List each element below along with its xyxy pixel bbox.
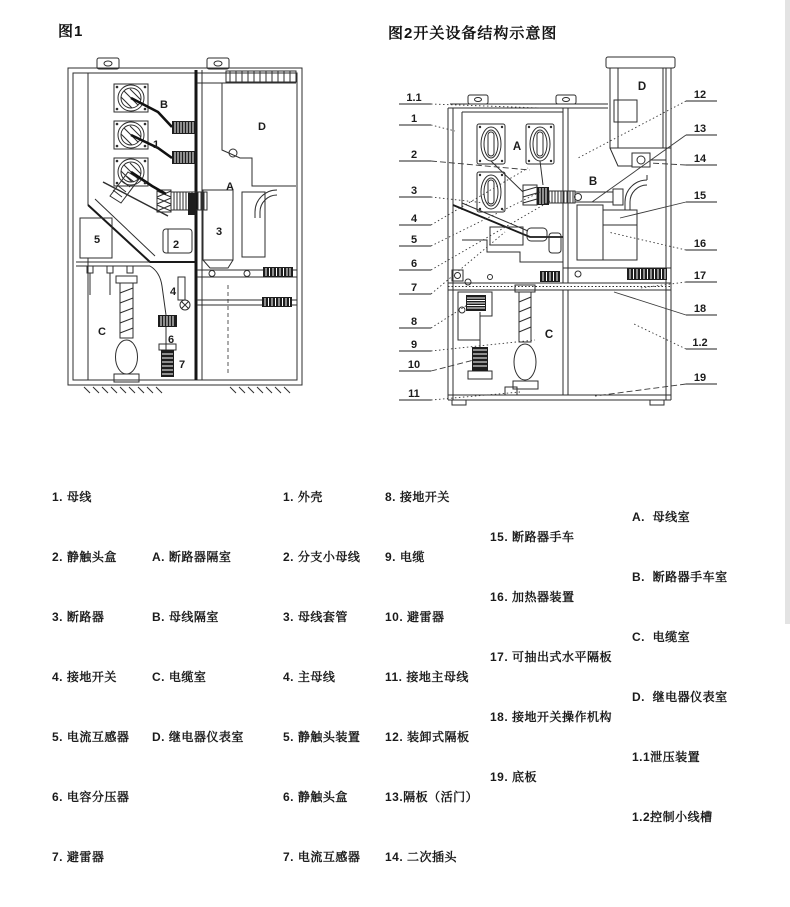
- legend-item: 14. 二次插头: [385, 850, 458, 864]
- legend-item: 18. 接地开关操作机构: [490, 710, 613, 724]
- legend-item: 4. 接地开关: [52, 670, 117, 684]
- callout-12: 12: [693, 89, 707, 101]
- fig2-callouts-right: [692, 89, 707, 384]
- legend-item: 1. 母线: [52, 490, 92, 504]
- legend-item: B. 母线隔室: [152, 610, 219, 624]
- callout-13: 13: [693, 123, 707, 135]
- callout-5: 5: [410, 234, 418, 246]
- fig2-room-labels: [513, 81, 646, 341]
- callout-18: 18: [693, 303, 707, 315]
- legend-item: 12. 装卸式隔板: [385, 730, 470, 744]
- legend-item: 11. 接地主母线: [385, 670, 469, 684]
- fig2-title: 图2开关设备结构示意图: [388, 25, 558, 42]
- legend-item: 1. 外壳: [283, 490, 323, 504]
- legend-item: 15. 断路器手车: [490, 530, 575, 544]
- fig1-label-divider: 6: [167, 334, 175, 346]
- callout-2: 2: [410, 149, 418, 161]
- legend-item: 3. 母线套管: [283, 610, 348, 624]
- fig2-label-cable-room: C: [544, 329, 554, 341]
- legend-item: 6. 电容分压器: [52, 790, 130, 804]
- legend-item: 19. 底板: [490, 770, 538, 784]
- fig1-label-breaker-room: A: [226, 181, 234, 193]
- callout-15: 15: [693, 190, 707, 202]
- legend-column-fig2-items-1: [283, 447, 360, 907]
- legend-item: 8. 接地开关: [385, 490, 450, 504]
- callout-17: 17: [693, 270, 707, 282]
- callout-19: 19: [693, 372, 707, 384]
- legend-item: A. 母线室: [632, 510, 691, 524]
- callout-10: 10: [407, 359, 421, 371]
- legend-column-fig1-items: [52, 447, 129, 907]
- fig2-label-relay-room: D: [637, 81, 647, 93]
- legend-column-fig2-items-3: [490, 487, 612, 827]
- legend-item: D. 继电器仪表室: [632, 690, 728, 704]
- legend-item: 1.1泄压装置: [632, 750, 701, 764]
- callout-3: 3: [410, 185, 418, 197]
- callout-11: 11: [408, 388, 420, 400]
- callout-1-1: 1.1: [406, 92, 422, 104]
- fig1-label-arrester: 7: [178, 359, 186, 371]
- legend-item: 2. 静触头盒: [52, 550, 117, 564]
- fig1-label-busbar-room: B: [160, 99, 168, 111]
- callout-7: 7: [410, 282, 418, 294]
- legend-item: 9. 电缆: [385, 550, 425, 564]
- legend-item: 13.隔板（活门）: [385, 790, 479, 804]
- legend-item: 2. 分支小母线: [283, 550, 361, 564]
- scan-edge-shadow: [785, 0, 790, 624]
- fig1-label-contact-box: 2: [172, 239, 180, 251]
- legend-item: 3. 断路器: [52, 610, 105, 624]
- legend-item: 10. 避雷器: [385, 610, 445, 624]
- legend-item: 5. 静触头装置: [283, 730, 361, 744]
- legend-column-fig2-rooms: [632, 467, 728, 867]
- legend-item: 7. 电流互感器: [283, 850, 361, 864]
- callout-14: 14: [693, 153, 707, 165]
- legend-column-fig1-rooms: [152, 507, 244, 787]
- legend-item: 17. 可抽出式水平隔板: [490, 650, 613, 664]
- fig1-label-earth-switch: 4: [169, 286, 177, 298]
- callout-9: 9: [410, 339, 418, 351]
- fig1-label-relay-room: D: [258, 121, 266, 133]
- legend-item: 7. 避雷器: [52, 850, 105, 864]
- legend-item: 4. 主母线: [283, 670, 336, 684]
- legend-column-fig2-items-2: [385, 447, 478, 907]
- callout-1: 1: [410, 113, 418, 125]
- legend-item: 5. 电流互感器: [52, 730, 130, 744]
- fig1-drawing: [68, 58, 302, 393]
- legend-item: 1.2控制小线槽: [632, 810, 713, 824]
- callout-1-2: 1.2: [692, 337, 708, 349]
- fig2-label-busbar-room: A: [512, 141, 522, 153]
- fig1-label-breaker: 3: [215, 226, 223, 238]
- legend-item: C. 电缆室: [632, 630, 691, 644]
- legend-item: D. 继电器仪表室: [152, 730, 244, 744]
- fig1-title: 图1: [58, 23, 84, 40]
- callout-4: 4: [410, 213, 418, 225]
- callout-16: 16: [693, 238, 707, 250]
- fig1-label-busbar: 1: [152, 139, 160, 151]
- legend-item: B. 断路器手车室: [632, 570, 728, 584]
- legend-item: A. 断路器隔室: [152, 550, 232, 564]
- fig1-label-cable-room: C: [98, 326, 106, 338]
- fig2-label-breaker-room: B: [588, 176, 598, 188]
- legend-item: 6. 静触头盒: [283, 790, 348, 804]
- fig2-leader-lines: [431, 101, 686, 400]
- fig2-callout-underlines: [399, 101, 717, 400]
- callout-6: 6: [410, 258, 418, 270]
- fig1-label-ct: 5: [93, 234, 101, 246]
- legend-item: 16. 加热器装置: [490, 590, 575, 604]
- callout-8: 8: [410, 316, 418, 328]
- legend-item: C. 电缆室: [152, 670, 207, 684]
